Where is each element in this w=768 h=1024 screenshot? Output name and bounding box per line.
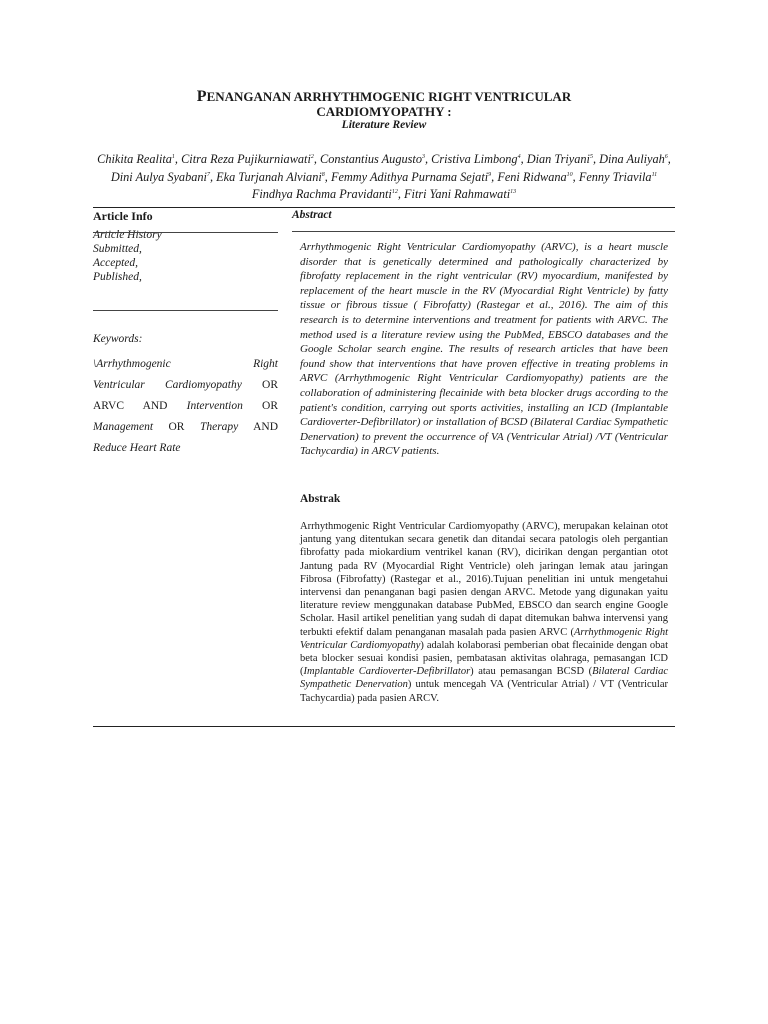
abstract-column [292,209,668,221]
author-affiliation-mark: 10 [566,171,573,178]
author-separator: , [667,152,671,167]
keywords-line-3: ARVC AND Intervention OR [93,400,279,412]
keywords-line-5: Reduce Heart Rate [93,442,181,454]
abstract-rule [292,231,675,232]
author-name: Dini Aulya Syabani [110,169,207,184]
title-line-1 [93,89,675,104]
author-separator: , [313,152,321,167]
author-affiliation-mark: 13 [510,189,517,196]
author-affiliation-mark: 9 [488,171,492,178]
title-line-2: CARDIOMYOPATHY : [316,104,452,119]
article-info-heading: Article Info [93,209,153,223]
abstrak-heading: Abstrak [300,493,341,505]
keywords-line-2: Ventricular Cardiomyopathy OR [93,379,278,391]
author-name: Chikita Realita [97,152,172,167]
author-name: Findhya Rachma Pravidanti [251,187,392,202]
abstract-heading: Abstract [292,209,332,221]
author-affiliation-mark: 3 [421,154,425,160]
bottom-rule [93,726,675,727]
author-separator: , [397,187,405,202]
author-separator: , [209,169,217,184]
author-name: Constantius Augusto [320,152,422,167]
author-name: Fitri Yani Rahmawati [404,187,511,202]
author-affiliation-mark: 8 [321,171,325,178]
author-separator: , [592,152,600,167]
title-cap-letter: P [196,88,207,105]
author-separator: , [491,169,498,184]
author-affiliation-mark: 7 [206,171,210,178]
author-affiliation-mark: 1 [171,154,175,160]
abstract-english-text: Arrhythmogenic Right Ventricular Cardiomyopathy (ARVC), is a heart muscle disorder that is genetically determined and pathologically characterized by fibrofatty replacement in the right ventricular (RV) myocardium, manifested by replacement of the heart muscle in the RV (Myocardial Right Ventricle) by fatty tissue or fibrous tissue ( Fibrofatty) (Rastegar et al., 2016). The aim of this research is to determine interventions and treatment for patients with ARVC. The method used is a literature review using the PubMed, EBSCO databases and the Google Scholar search engine. The results of research articles that have been found show that interventions that have proven effective in treating problems in ARVC (Arrhythmogenic Right Ventricular Cardiomyopathy) patients are the collaboration of administering flecainide with beta blocker drugs according to the patient's condition, carrying out sports activities, installing an ICD (Implantable Cardioverter-Defibrillator) or installation of BCSD (Bilateral Cardiac Sympathetic Denervation) to prevent the occurrence of VA (Ventricular Atrial) /VT (Ventricular Tachycardia) in ARCV patients. [300,241,668,458]
author-name: Citra Reza Pujikurniawati [181,152,311,167]
keywords-line-1: \Arrhythmogenic Right [93,358,278,370]
author-name: Eka Turjanah Alviani [216,169,322,184]
paper-subtitle: Literature Review [341,119,427,131]
author-list [93,150,675,203]
title-line-1-rest: ENANGANAN ARRHYTHMOGENIC RIGHT VENTRICULAR [206,89,572,104]
submitted-label: Submitted, [93,243,142,255]
published-label: Published, [93,271,142,283]
author-affiliation-mark: 2 [310,154,314,160]
author-affiliation-mark: 4 [517,154,521,160]
author-name: Cristiva Limbong [431,152,518,167]
author-name: Femmy Adithya Purnama Sejati [330,169,489,184]
author-affiliation-mark: 12 [391,189,398,196]
author-name: Feni Ridwana [497,169,567,184]
article-info-rule [93,232,278,233]
article-history [93,228,278,284]
author-affiliation-mark: 5 [589,154,593,160]
author-separator: , [572,169,579,184]
article-history-label: Article History [93,229,162,241]
author-separator: , [520,152,527,167]
author-separator: , [174,152,182,167]
article-info-column [93,209,278,284]
history-rule [93,310,278,311]
keywords-line-4: Management OR Therapy AND [93,421,279,433]
author-name: Dina Auliyah [599,152,665,167]
author-name: Dian Triyani [526,152,590,167]
abstrak-indonesian-text: Arrhythmogenic Right Ventricular Cardiomyopathy (ARVC), merupakan kelainan otot jantung yang ditentukan secara genetik dan ditandai secara patologis oleh pergantian fibrofatty pada miokardium ventrikel kanan (RV), dicirikan dengan pergantian otot Jantung pada RV (Myocardial Right Ventricle) oleh jaringan lemak atau jaringan Fibrosa (Fibrofatty) (Rastegar et al., 2016).Tujuan penelitian ini untuk mengetahui intervensi dan penanganan bagi pasien dengan ARVC. Metode yang digunakan yaitu literature review menggunakan database PubMed, EBSCO dan search engine Google Scholar. Hasil artikel penelitian yang sudah di dapat ditemukan bahwa intervensi yang terbukti efektif dalam penanganan masalah pada pasien ARVC (Arrhythmogenic Right Ventricular Cardiomyopathy) adalah kolaborasi pemberian obat flecainide dengan obat beta blocker sesuai kondisi pasien, pembatasan aktivitas olahraga, pemasangan ICD (Implantable Cardioverter-Defibrillator) atau pemasangan BCSD (Bilateral Cardiac Sympathetic Denervation) untuk mencegah VA (Ventricular Atrial) / VT (Ventricular Tachycardia) pada pasien ARCV. [300,521,669,704]
keywords-label: Keywords: [93,333,143,345]
author-affiliation-mark: 6 [664,154,668,160]
accepted-label: Accepted, [93,257,139,269]
author-affiliation-mark: 11 [651,171,658,178]
author-separator: , [324,169,331,184]
top-rule [93,207,675,208]
paper-title [93,89,675,119]
author-separator: , [424,152,432,167]
keywords-text [93,354,278,459]
author-name: Fenny Triavila [578,169,652,184]
